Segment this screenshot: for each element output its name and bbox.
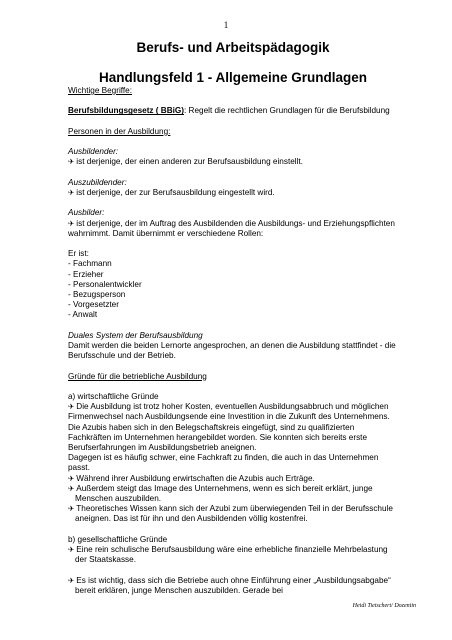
bullet-gesellschaftlich-1 <box>68 545 398 565</box>
list-item: - Anwalt <box>68 310 98 320</box>
bullet-text: Während ihrer Ausbildung erwirtschaften die Azubis auch Erträge. <box>76 473 315 483</box>
airplane-icon: ✈ <box>68 218 75 228</box>
definition-text: ist derjenige, der im Auftrag des Ausbildenden die Ausbildungs- und Erziehungspflichten wahrnimmt. Damit übernimmt er verschiedene Rollen: <box>68 218 395 238</box>
page-number: 1 <box>223 20 229 30</box>
bullet-wirtschaftlich-3 <box>68 504 398 524</box>
bullet-text: Außerdem steigt das Image des Unternehmens, wenn es sich bereit erklärt, junge Menschen auszubilden. <box>75 483 373 503</box>
paragraph-bbig <box>68 106 398 116</box>
term-ausbilder: Ausbilder: <box>68 208 105 218</box>
bullet-text: Es ist wichtig, dass sich die Betriebe auch ohne Einführung einer „Ausbildungsabgabe“ bereit erklären, junge Menschen auszubilden. Gerade bei <box>75 575 391 595</box>
term-duales-system: Duales System der Berufsausbildung <box>68 330 203 340</box>
bullet-text: Theoretisches Wissen kann sich der Azubi zum überwiegenden Teil in der Berufsschule aneignen. Das ist für ihn und den Ausbildenden völlig kostenfrei. <box>75 504 393 524</box>
bullet-wirtschaftlich-2 <box>68 484 398 504</box>
airplane-icon: ✈ <box>68 187 75 197</box>
paragraph-wirtschaftlich-2: Dagegen ist es häufig schwer, eine Fachkraft zu finden, die auch in das Unternehmen passt. <box>68 453 379 473</box>
list-item: - Bezugsperson <box>68 289 126 299</box>
airplane-icon: ✈ <box>68 544 75 554</box>
footer-author: Heidi Tietschert/ Dozentin <box>352 603 416 609</box>
airplane-icon: ✈ <box>68 157 75 167</box>
term-ausbildender: Ausbildender: <box>68 147 119 157</box>
airplane-icon: ✈ <box>68 575 75 585</box>
list-item: - Vorgesetzter <box>68 300 119 310</box>
document-subtitle: Handlungsfeld 1 - Allgemeine Grundlagen <box>98 70 368 85</box>
bullet-wirtschaftlich-1 <box>68 474 398 484</box>
term-bbig: Berufsbildungsgesetz ( BBiG) <box>68 106 184 116</box>
bullet-gesellschaftlich-2 <box>68 576 398 596</box>
definition-auszubildender <box>68 188 398 198</box>
list-item: - Fachmann <box>68 259 112 269</box>
subheading-wirtschaftlich: a) wirtschaftliche Gründe <box>68 391 159 401</box>
section-heading-gruende: Gründe für die betriebliche Ausbildung <box>68 371 207 381</box>
paragraph-wirtschaftlich-1 <box>68 402 398 453</box>
text-bbig: : Regelt die rechtlichen Grundlagen für die Berufsbildung <box>184 106 390 116</box>
subheading-gesellschaftlich: b) gesellschaftliche Gründe <box>68 534 168 544</box>
airplane-icon: ✈ <box>68 504 75 514</box>
section-heading-wichtige-begriffe: Wichtige Begriffe: <box>68 86 133 95</box>
document-title: Berufs- und Arbeitspädagogik <box>136 40 330 55</box>
bullet-text: Eine rein schulische Berufsausbildung wäre eine erhebliche finanzielle Mehrbelastung der Staatskasse. <box>75 544 388 565</box>
airplane-icon: ✈ <box>68 483 75 493</box>
term-auszubildender: Auszubildender: <box>68 177 127 187</box>
definition-text: ist derjenige, der zur Berufsausbildung eingestellt wird. <box>76 187 275 197</box>
definition-duales-system: Damit werden die beiden Lernorte angesprochen, an denen die Ausbildung stattfindet - die Berufsschule und der Betrieb. <box>68 340 396 361</box>
list-item: - Personalentwickler <box>68 279 142 289</box>
definition-ausbilder <box>68 219 398 239</box>
paragraph-text: Die Ausbildung ist trotz hoher Kosten, eventuellen Ausbildungsabbruch und möglichen Firmenwechsel nach Ausbildungsende eine Investition in die Zukunft des Unternehmens. Die Azubis haben sich in den Belegschaftskreis eingefügt, sind zu qualifizierten Fachkräften im Unternehmen herangebildet worden. Sie konnten sich bereits erste Berufserfahrungen im Ausbildungsbetrieb aneignen. <box>68 402 390 452</box>
document-body <box>68 40 398 596</box>
definition-ausbildender <box>68 157 398 167</box>
section-heading-personen: Personen in der Ausbildung: <box>68 126 171 136</box>
airplane-icon: ✈ <box>68 473 75 483</box>
label-er-ist: Er ist: <box>68 249 89 259</box>
definition-text: ist derjenige, der einen anderen zur Berufsausbildung einstellt. <box>76 157 303 167</box>
airplane-icon: ✈ <box>68 402 75 412</box>
list-item: - Erzieher <box>68 269 104 279</box>
